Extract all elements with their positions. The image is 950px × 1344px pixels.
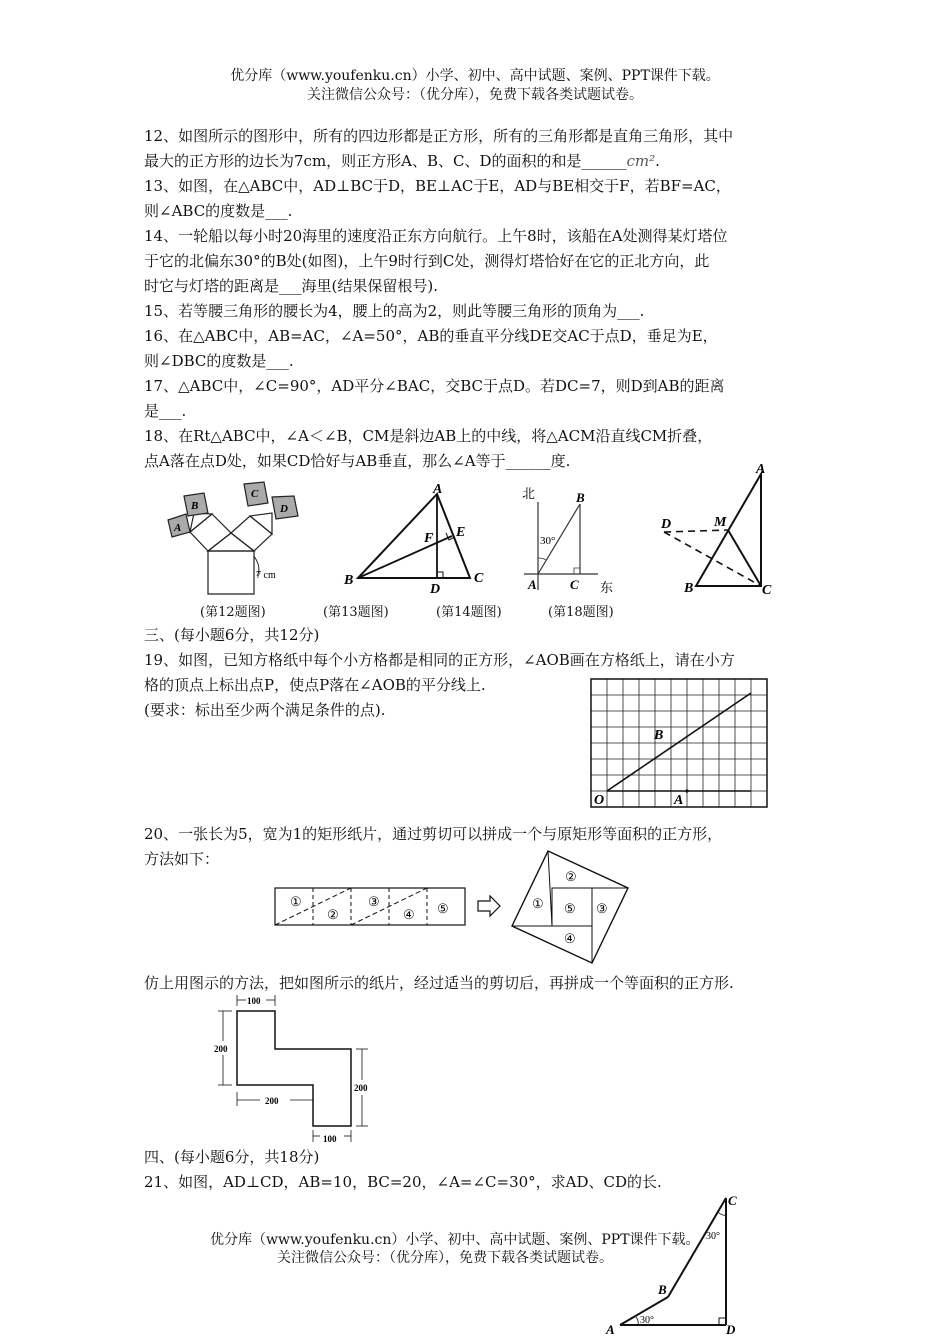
figure-14 xyxy=(518,484,618,596)
caption-fig14: (第14题图) xyxy=(436,605,502,620)
section4-title: 四、(每小题6分，共18分) xyxy=(144,1148,320,1166)
header-line-2: 关注微信公众号：（优分库），免费下载各类试题试卷。 xyxy=(307,87,643,103)
fig18-label-d: D xyxy=(661,517,672,532)
q13-line-1: 13、如图，在△ABC中，AD⊥BC于D，BE⊥AC于E，AD与BE相交于F，若BF=AC， xyxy=(144,177,731,195)
dim-left: 200 xyxy=(214,1044,228,1054)
caption-fig13: (第13题图) xyxy=(323,605,389,620)
q12-unit: cm² xyxy=(626,152,656,170)
q14-line-1: 14、一轮船以每小时20海里的速度沿正东方向航行。上午8时，该船在A处测得某灯塔位 xyxy=(144,227,728,245)
fig12-label-d: D xyxy=(280,503,288,515)
fig14-east: 东 xyxy=(600,580,614,595)
q19-line-2: 格的顶点上标出点P，使点P落在∠AOB的平分线上. xyxy=(144,676,486,694)
fig12-label-a: A xyxy=(174,522,182,534)
fig13-label-d: D xyxy=(430,582,441,597)
footer-text-1: 优分库（www.youfenku.cn）小学、初中、高中试题、案例、PPT课件下载。 xyxy=(210,1232,700,1248)
fig14-angle: 30° xyxy=(540,535,556,547)
q12-line-1: 12、如图所示的图形中，所有的四边形都是正方形，所有的三角形都是直角三角形，其中 xyxy=(144,127,734,145)
fig18-label-a: A xyxy=(756,462,766,477)
q17-line-2: 是___. xyxy=(144,402,187,420)
fig21-label-c: C xyxy=(728,1193,737,1208)
fig18-label-c: C xyxy=(762,583,772,598)
l-shape-figure xyxy=(210,992,380,1144)
fig13-label-a: A xyxy=(433,482,443,497)
arrow-icon xyxy=(478,896,500,916)
square-piece-1: ① xyxy=(532,896,544,911)
q18-line-1: 18、在Rt△ABC中，∠A＜∠B，CM是斜边AB上的中线，将△ACM沿直线CM折叠， xyxy=(144,427,713,445)
fig14-label-a: A xyxy=(528,577,537,592)
fig14-north: 北 xyxy=(522,486,536,501)
q20-line-1: 20、一张长为5，宽为1的矩形纸片，通过剪切可以拼成一个与原矩形等面积的正方形， xyxy=(144,825,723,843)
caption-fig18: (第18题图) xyxy=(548,605,614,620)
grid-label-a: A xyxy=(674,793,684,808)
section3-title: 三、(每小题6分，共12分) xyxy=(144,626,320,644)
strip-piece-4: ④ xyxy=(403,907,415,922)
dim-right: 200 xyxy=(354,1083,368,1093)
header-line-1: 优分库（www.youfenku.cn）小学、初中、高中试题、案例、PPT课件下载。 xyxy=(230,68,720,84)
square-piece-4: ④ xyxy=(564,931,576,946)
fig13-label-b: B xyxy=(344,573,354,588)
dim-middle: 200 xyxy=(265,1096,279,1106)
q12-text: 最大的正方形的边长为7cm，则正方形A、B、C、D的面积的和是______ xyxy=(144,152,627,170)
q12-end: . xyxy=(655,152,660,170)
square-piece-2: ② xyxy=(565,869,577,884)
square-piece-5: ⑤ xyxy=(564,901,576,916)
dim-bottom: 100 xyxy=(323,1134,337,1144)
figure-18 xyxy=(656,460,786,600)
caption-fig12: (第12题图) xyxy=(200,605,266,620)
q14-line-3: 时它与灯塔的距离是___海里(结果保留根号). xyxy=(144,277,438,295)
fig21-label-b: B xyxy=(658,1282,667,1297)
fig14-label-c: C xyxy=(570,577,579,592)
q16-line-2: 则∠DBC的度数是___. xyxy=(144,352,294,370)
fig12-label-b: B xyxy=(191,500,199,512)
q17-line-1: 17、△ABC中，∠C=90°，AD平分∠BAC，交BC于点D。若DC=7，则D到AB的距离 xyxy=(144,377,725,395)
q12-line-2 xyxy=(144,149,660,173)
footer-line-1 xyxy=(0,1231,700,1249)
strip-piece-2: ② xyxy=(327,907,339,922)
footer-text-2: 关注微信公众号：（优分库），免费下载各类试题试卷。 xyxy=(277,1250,613,1266)
q15-line: 15、若等腰三角形的腰长为4，腰上的高为2，则此等腰三角形的顶角为___. xyxy=(144,302,645,320)
square-piece-3: ③ xyxy=(596,901,608,916)
strip-piece-3: ③ xyxy=(368,894,380,909)
q13-line-2: 则∠ABC的度数是___. xyxy=(144,202,293,220)
q14-line-2: 于它的北偏东30°的B处(如图)，上午9时行到C处，测得灯塔恰好在它的正北方向，此 xyxy=(144,252,710,270)
grid-figure xyxy=(588,676,770,810)
fig12-label-c: C xyxy=(251,488,259,500)
q19-line-3: (要求：标出至少两个满足条件的点). xyxy=(144,701,386,719)
footer-line-2 xyxy=(0,1249,613,1267)
figure-12 xyxy=(160,476,320,601)
q21-line: 21、如图，AD⊥CD，AB=10，BC=20，∠A=∠C=30°，求AD、CD的长. xyxy=(144,1173,662,1191)
fig18-label-m: M xyxy=(714,515,727,530)
q20-line-2: 方法如下： xyxy=(144,850,220,868)
strip-piece-5: ⑤ xyxy=(437,901,449,916)
cutting-figure xyxy=(272,848,632,968)
fig13-label-e: E xyxy=(456,525,466,540)
strip-piece-1: ① xyxy=(290,894,302,909)
grid-label-o: O xyxy=(594,793,605,808)
grid-label-b: B xyxy=(654,728,664,743)
q20-line-3: 仿上用图示的方法，把如图所示的纸片，经过适当的剪切后，再拼成一个等面积的正方形. xyxy=(144,974,734,992)
grid-lines xyxy=(591,679,767,807)
fig13-label-c: C xyxy=(474,571,484,586)
fig21-label-a: A xyxy=(606,1322,615,1337)
q18-line-2: 点A落在点D处，如果CD恰好与AB垂直，那么∠A等于______度. xyxy=(144,452,571,470)
fig14-label-b: B xyxy=(576,490,585,505)
fig13-label-f: F xyxy=(424,531,434,546)
fig21-angle-a: 30° xyxy=(640,1315,654,1326)
dim-top: 100 xyxy=(247,996,261,1006)
figure-21 xyxy=(600,1192,750,1342)
fig12-length: 7 cm xyxy=(256,570,276,581)
fig21-label-d: D xyxy=(726,1322,736,1337)
q16-line-1: 16、在△ABC中，AB=AC，∠A=50°，AB的垂直平分线DE交AC于点D，垂足为E， xyxy=(144,327,718,345)
fig18-label-b: B xyxy=(684,581,694,596)
figure-13 xyxy=(340,484,500,596)
q19-line-1: 19、如图，已知方格纸中每个小方格都是相同的正方形，∠AOB画在方格纸上，请在小方 xyxy=(144,651,735,669)
fig21-angle-c: 30° xyxy=(706,1231,720,1242)
